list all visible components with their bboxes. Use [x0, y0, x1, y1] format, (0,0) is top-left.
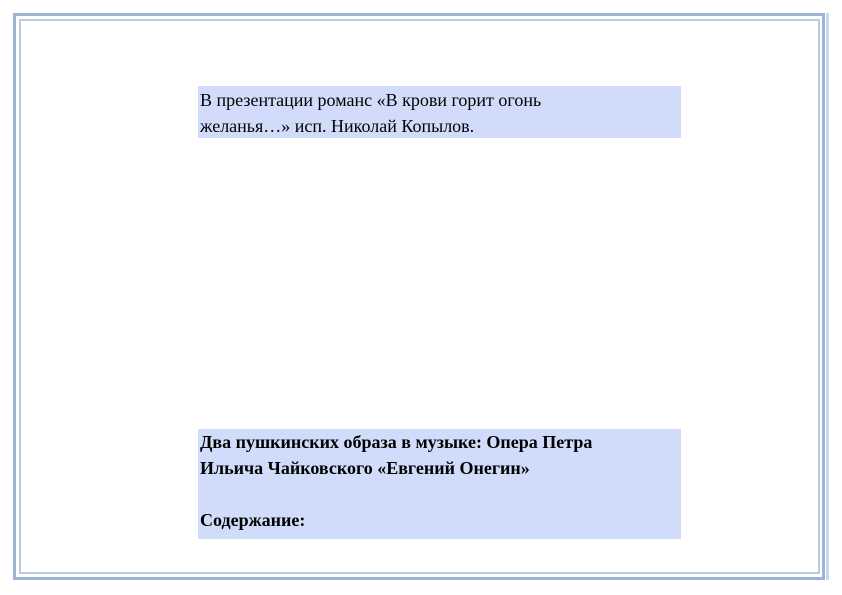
slide-heading	[198, 429, 681, 539]
presentation-note	[198, 86, 681, 138]
presentation-note-line-2: желанья…» исп. Николай Копылов.	[200, 116, 475, 136]
contents-label: Содержание:	[200, 510, 306, 530]
slide-heading-line-2: Ильича Чайковского «Евгений Онегин»	[200, 458, 530, 478]
slide-frame-shadow	[826, 13, 829, 580]
slide-heading-line-1: Два пушкинских образа в музыке: Опера Петра	[200, 432, 593, 452]
presentation-note-line-1: В презентации романс «В крови горит огонь	[200, 90, 542, 110]
slide-heading-spacer	[200, 481, 675, 507]
